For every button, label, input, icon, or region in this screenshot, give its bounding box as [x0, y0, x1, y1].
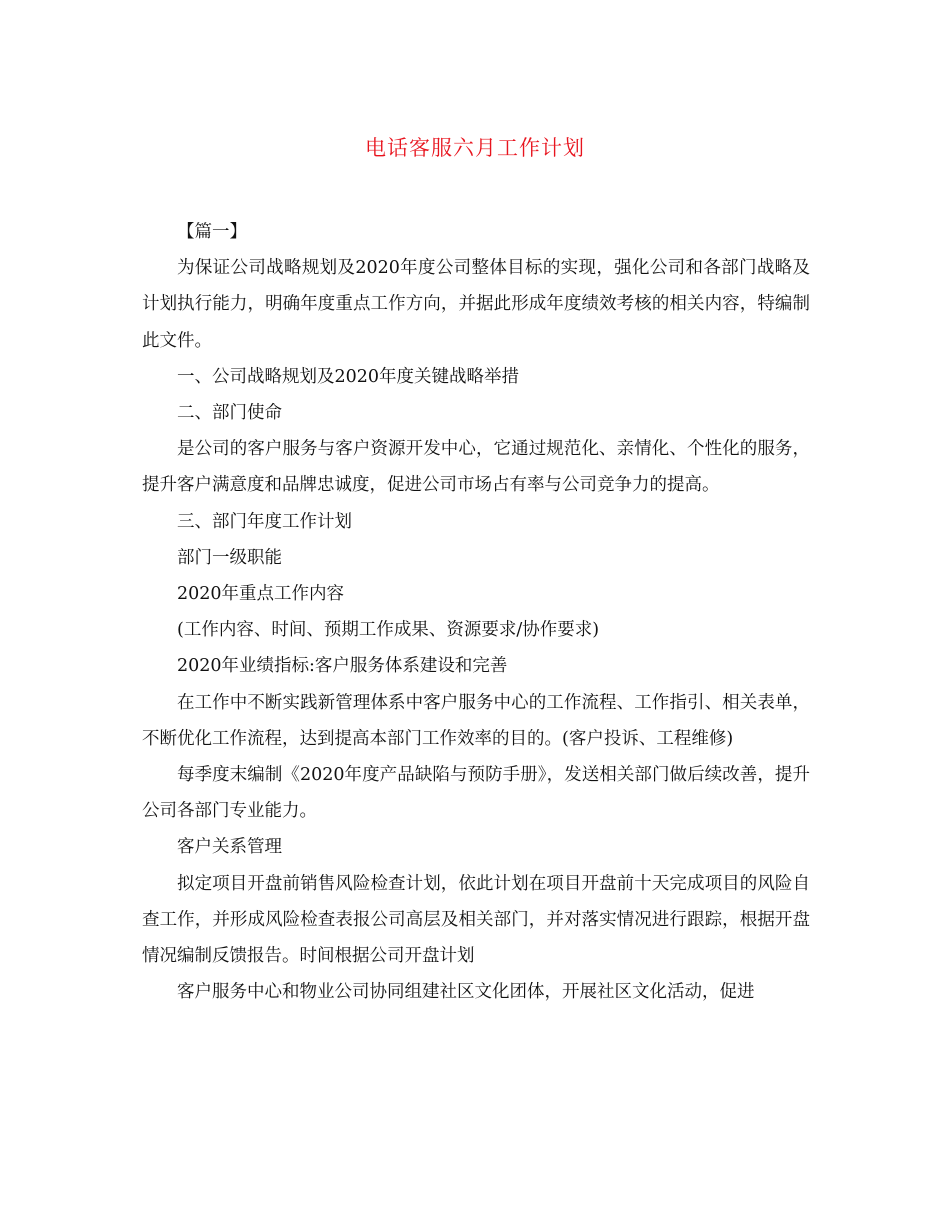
- body-paragraph: 三、部门年度工作计划: [177, 511, 352, 532]
- body-paragraph: 客户关系管理: [177, 837, 282, 858]
- body-paragraph: 2020年重点工作内容: [177, 584, 345, 605]
- body-paragraph: 2020年业绩指标:客户服务体系建设和完善: [177, 656, 508, 677]
- body-paragraph: 为保证公司战略规划及2020年度公司整体目标的实现，强化公司和各部门战略及计划执行能力，明确年度重点工作方向，并据此形成年度绩效考核的相关内容，特编制此文件。: [142, 258, 810, 351]
- body-paragraph: 拟定项目开盘前销售风险检查计划，依此计划在项目开盘前十天完成项目的风险自查工作，并形成风险检查表报公司高层及相关部门，并对落实情况进行跟踪，根据开盘情况编制反馈报告。时间根据公司开盘计划: [142, 873, 810, 967]
- body-paragraph: 一、公司战略规划及2020年度关键战略举措: [177, 366, 520, 387]
- body-paragraph: 部门一级职能: [177, 547, 282, 568]
- document-title: 电话客服六月工作计划: [365, 136, 585, 160]
- body-paragraph: 在工作中不断实践新管理体系中客户服务中心的工作流程、工作指引、相关表单，不断优化工作流程，达到提高本部门工作效率的目的。(客户投诉、工程维修): [142, 692, 810, 749]
- body-paragraph: 是公司的客户服务与客户资源开发中心，它通过规范化、亲情化、个性化的服务，提升客户满意度和品牌忠诚度，促进公司市场占有率与公司竞争力的提高。: [142, 439, 810, 496]
- body-paragraph: 二、部门使命: [177, 403, 282, 424]
- document-body: [142, 214, 810, 1010]
- body-paragraph: (工作内容、时间、预期工作成果、资源要求/协作要求): [177, 620, 600, 641]
- body-paragraph: 每季度末编制《2020年度产品缺陷与预防手册》，发送相关部门做后续改善，提升公司各部门专业能力。: [142, 765, 810, 822]
- body-paragraph: 客户服务中心和物业公司协同组建社区文化团体，开展社区文化活动，促进: [177, 982, 755, 1003]
- section-heading: 【篇一】: [177, 222, 247, 242]
